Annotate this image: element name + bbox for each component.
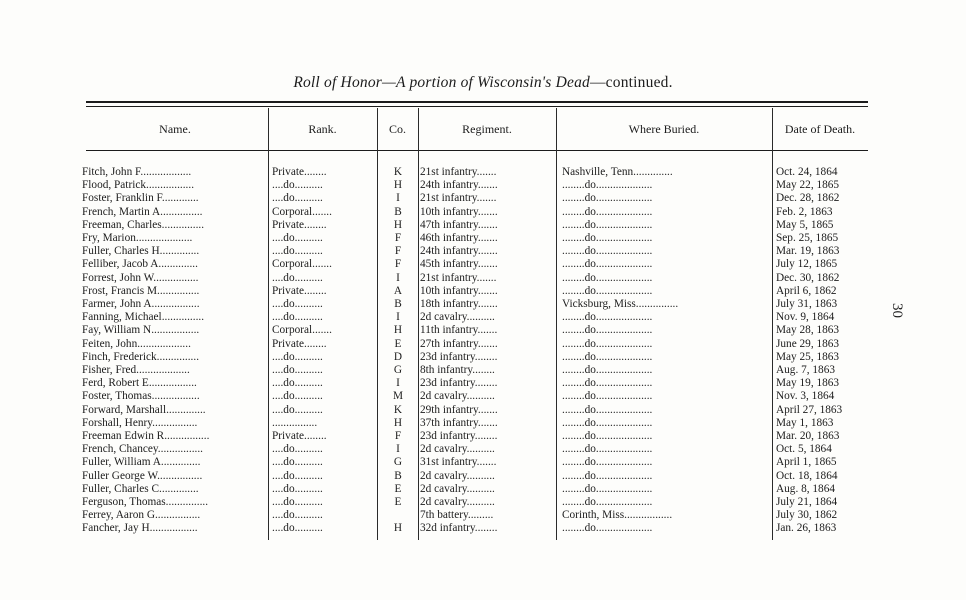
regiment-cell: 11th infantry....... (420, 324, 498, 337)
table-row (0, 166, 966, 178)
where-buried-cell: ........do.................... (562, 284, 653, 297)
company-cell: B (394, 205, 402, 218)
company-cell: E (394, 337, 402, 350)
table-row (0, 298, 966, 310)
where-buried-cell: ........do.................... (562, 258, 653, 271)
company-cell: G (393, 456, 403, 469)
where-buried-cell: ........do.................... (562, 192, 653, 205)
rank-cell: ....do.......... (272, 232, 323, 244)
rank-cell: ....do.......... (272, 482, 323, 495)
table-row (0, 456, 966, 468)
table-row (0, 470, 966, 482)
date-of-death-cell: July 30, 1862 (776, 509, 838, 522)
date-of-death-cell: Jan. 26, 1863 (776, 522, 837, 535)
rank-cell: ....do.......... (272, 179, 323, 192)
rank-cell: ....do.......... (272, 390, 323, 403)
rank-cell: ....do.......... (272, 311, 323, 324)
where-buried-cell: ........do.................... (562, 443, 653, 456)
name-cell: French, Martin A............... (82, 205, 203, 218)
where-buried-cell: Corinth, Miss................. (562, 509, 673, 522)
where-buried-cell: ........do.................... (562, 218, 653, 231)
date-of-death-cell: Aug. 8, 1864 (776, 482, 835, 495)
rank-cell: Corporal....... (272, 258, 332, 271)
table-row (0, 390, 966, 402)
rank-cell: Corporal....... (272, 205, 332, 218)
rank-cell: Private........ (272, 166, 327, 178)
name-cell: Freeman, Charles............... (82, 218, 205, 231)
table-row (0, 483, 966, 495)
name-cell: Forrest, John W................ (82, 271, 199, 284)
table-row (0, 232, 966, 244)
column-header-company: Co. (388, 122, 406, 136)
regiment-cell: 31st infantry....... (420, 456, 497, 469)
company-cell: E (394, 496, 402, 508)
rank-cell: ....do.......... (272, 364, 323, 376)
date-of-death-cell: July 21, 1864 (776, 496, 838, 508)
date-of-death-cell: May 25, 1863 (776, 350, 840, 363)
regiment-cell: 21st infantry....... (420, 271, 497, 284)
regiment-cell: 2d cavalry.......... (420, 311, 495, 324)
regiment-cell: 23d infantry........ (420, 377, 498, 390)
regiment-cell: 24th infantry....... (420, 245, 498, 258)
regiment-cell: 32d infantry........ (420, 522, 498, 535)
where-buried-cell: ........do.................... (562, 430, 653, 442)
regiment-cell: 46th infantry....... (420, 232, 498, 244)
date-of-death-cell: Oct. 5, 1864 (776, 443, 832, 456)
where-buried-cell: ........do.................... (562, 377, 653, 390)
regiment-cell: 29th infantry....... (420, 403, 498, 416)
regiment-cell: 21st infantry....... (420, 192, 497, 205)
company-cell: B (394, 469, 402, 482)
where-buried-cell: ........do.................... (562, 522, 653, 535)
rank-cell: ....do.......... (272, 496, 323, 508)
table-row (0, 338, 966, 350)
table-row (0, 509, 966, 521)
company-cell: I (396, 311, 400, 324)
regiment-cell: 27th infantry....... (420, 337, 498, 350)
name-cell: French, Chancey................ (82, 443, 203, 456)
rank-cell: ....do.......... (272, 443, 323, 456)
company-cell: H (393, 324, 403, 337)
table-row (0, 417, 966, 429)
name-cell: Feiten, John................... (82, 337, 191, 350)
date-of-death-cell: May 22, 1865 (776, 179, 840, 192)
date-of-death-cell: Nov. 9, 1864 (776, 311, 835, 324)
regiment-cell: 2d cavalry.......... (420, 443, 495, 456)
regiment-cell: 23d infantry........ (420, 430, 498, 442)
top-rule-thin (86, 106, 868, 107)
where-buried-cell: ........do.................... (562, 416, 653, 429)
regiment-cell: 2d cavalry.......... (420, 482, 495, 495)
company-cell: D (393, 350, 403, 363)
where-buried-cell: ........do.................... (562, 496, 653, 508)
name-cell: Fuller George W................ (82, 469, 203, 482)
rank-cell: ....do.......... (272, 509, 323, 522)
date-of-death-cell: Nov. 3, 1864 (776, 390, 835, 403)
company-cell: H (393, 522, 403, 535)
rank-cell: ....do.......... (272, 522, 323, 535)
company-cell: H (393, 416, 403, 429)
company-cell: B (394, 298, 402, 310)
date-of-death-cell: April 6, 1862 (776, 284, 837, 297)
regiment-cell: 21st infantry....... (420, 166, 497, 178)
name-cell: Foster, Thomas................. (82, 390, 200, 403)
regiment-cell: 24th infantry....... (420, 179, 498, 192)
table-row (0, 496, 966, 508)
rank-cell: ....do.......... (272, 469, 323, 482)
company-cell: H (393, 179, 403, 192)
regiment-cell: 2d cavalry.......... (420, 469, 495, 482)
rank-cell: ....do.......... (272, 192, 323, 205)
column-header-name: Name. (159, 122, 191, 136)
title-suffix: —continued. (589, 74, 673, 91)
date-of-death-cell: May 19, 1863 (776, 377, 840, 390)
table-row (0, 245, 966, 257)
company-cell: I (396, 192, 400, 205)
table-row (0, 311, 966, 323)
date-of-death-cell: Dec. 30, 1862 (776, 271, 840, 284)
name-cell: Fitch, John F.................. (82, 166, 192, 178)
rank-cell: ....do.......... (272, 271, 323, 284)
page-number: 30 (889, 303, 905, 318)
column-header-date-of-death: Date of Death. (784, 122, 856, 136)
date-of-death-cell: April 27, 1863 (776, 403, 843, 416)
name-cell: Fanning, Michael............... (82, 311, 205, 324)
company-cell: H (393, 218, 403, 231)
date-of-death-cell: Dec. 28, 1862 (776, 192, 840, 205)
date-of-death-cell: Oct. 24, 1864 (776, 166, 838, 178)
where-buried-cell: ........do.................... (562, 350, 653, 363)
regiment-cell: 23d infantry........ (420, 350, 498, 363)
table-row (0, 443, 966, 455)
where-buried-cell: Nashville, Tenn.............. (562, 166, 673, 178)
date-of-death-cell: Mar. 20, 1863 (776, 430, 840, 442)
name-cell: Fuller, Charles C.............. (82, 482, 199, 495)
name-cell: Fuller, William A.............. (82, 456, 201, 469)
regiment-cell: 37th infantry....... (420, 416, 498, 429)
date-of-death-cell: May 1, 1863 (776, 416, 834, 429)
rank-cell: ....do.......... (272, 403, 323, 416)
company-cell: K (393, 403, 403, 416)
name-cell: Frost, Francis M............... (82, 284, 200, 297)
rank-cell: Private........ (272, 337, 327, 350)
table-row (0, 377, 966, 389)
column-header-where-buried: Where Buried. (628, 122, 700, 136)
where-buried-cell: ........do.................... (562, 456, 653, 469)
table-row (0, 364, 966, 376)
date-of-death-cell: June 29, 1863 (776, 337, 840, 350)
rank-cell: ....do.......... (272, 350, 323, 363)
company-cell: F (394, 258, 402, 271)
name-cell: Freeman Edwin R................ (82, 430, 210, 442)
where-buried-cell: ........do.................... (562, 245, 653, 258)
table-row (0, 258, 966, 270)
name-cell: Ferrey, Aaron G................ (82, 509, 201, 522)
table-row (0, 430, 966, 442)
regiment-cell: 7th battery......... (420, 509, 494, 522)
name-cell: Ferd, Robert E................. (82, 377, 197, 390)
name-cell: Ferguson, Thomas............... (82, 496, 209, 508)
name-cell: Foster, Franklin F............. (82, 192, 199, 205)
column-header-rank: Rank. (308, 122, 337, 136)
header-rule (86, 150, 868, 151)
name-cell: Finch, Frederick............... (82, 350, 200, 363)
rank-cell: Private........ (272, 430, 327, 442)
where-buried-cell: ........do.................... (562, 482, 653, 495)
name-cell: Forward, Marshall.............. (82, 403, 206, 416)
regiment-cell: 10th infantry....... (420, 205, 498, 218)
where-buried-cell: Vicksburg, Miss............... (562, 298, 679, 310)
where-buried-cell: ........do.................... (562, 403, 653, 416)
name-cell: Felliber, Jacob A.............. (82, 258, 198, 271)
rank-cell: ....do.......... (272, 377, 323, 390)
name-cell: Fay, William N................. (82, 324, 200, 337)
regiment-cell: 8th infantry........ (420, 364, 495, 376)
name-cell: Forshall, Henry................ (82, 416, 198, 429)
table-row (0, 404, 966, 416)
company-cell: K (393, 166, 403, 178)
company-cell: F (394, 245, 402, 258)
company-cell: M (392, 390, 404, 403)
title-italic: Roll of Honor—A portion of Wisconsin's Dead (293, 74, 590, 91)
where-buried-cell: ........do.................... (562, 364, 653, 376)
rank-cell: ................ (272, 416, 318, 429)
where-buried-cell: ........do.................... (562, 271, 653, 284)
where-buried-cell: ........do.................... (562, 324, 653, 337)
page-title (0, 74, 966, 92)
table-row (0, 324, 966, 336)
table-row (0, 192, 966, 204)
table-row (0, 179, 966, 191)
rank-cell: Corporal....... (272, 324, 332, 337)
where-buried-cell: ........do.................... (562, 337, 653, 350)
table-row (0, 351, 966, 363)
regiment-cell: 2d cavalry.......... (420, 390, 495, 403)
table-row (0, 272, 966, 284)
regiment-cell: 47th infantry....... (420, 218, 498, 231)
where-buried-cell: ........do.................... (562, 179, 653, 192)
date-of-death-cell: Sep. 25, 1865 (776, 232, 839, 244)
company-cell: I (396, 443, 400, 456)
rank-cell: ....do.......... (272, 298, 323, 310)
top-rule-thick (86, 101, 868, 103)
name-cell: Fuller, Charles H.............. (82, 245, 200, 258)
name-cell: Farmer, John A................. (82, 298, 200, 310)
regiment-cell: 18th infantry....... (420, 298, 498, 310)
table-row (0, 285, 966, 297)
rank-cell: Private........ (272, 218, 327, 231)
company-cell: G (393, 364, 403, 376)
name-cell: Fancher, Jay H................. (82, 522, 198, 535)
where-buried-cell: ........do.................... (562, 232, 653, 244)
date-of-death-cell: Mar. 19, 1863 (776, 245, 840, 258)
name-cell: Flood, Patrick................. (82, 179, 195, 192)
company-cell: I (396, 377, 400, 390)
date-of-death-cell: Oct. 18, 1864 (776, 469, 838, 482)
table-row (0, 206, 966, 218)
company-cell: F (394, 430, 402, 442)
where-buried-cell: ........do.................... (562, 205, 653, 218)
company-cell: A (393, 284, 403, 297)
date-of-death-cell: July 31, 1863 (776, 298, 838, 310)
rank-cell: ....do.......... (272, 456, 323, 469)
company-cell: F (394, 232, 402, 244)
column-header-regiment: Regiment. (462, 122, 512, 136)
rank-cell: Private........ (272, 284, 327, 297)
regiment-cell: 2d cavalry.......... (420, 496, 495, 508)
where-buried-cell: ........do.................... (562, 469, 653, 482)
date-of-death-cell: Aug. 7, 1863 (776, 364, 835, 376)
rank-cell: ....do.......... (272, 245, 323, 258)
date-of-death-cell: Feb. 2, 1863 (776, 205, 833, 218)
regiment-cell: 10th infantry....... (420, 284, 498, 297)
table-row (0, 219, 966, 231)
where-buried-cell: ........do.................... (562, 311, 653, 324)
table-row (0, 522, 966, 534)
where-buried-cell: ........do.................... (562, 390, 653, 403)
regiment-cell: 45th infantry....... (420, 258, 498, 271)
company-cell: E (394, 482, 402, 495)
name-cell: Fisher, Fred................... (82, 364, 190, 376)
date-of-death-cell: April 1, 1865 (776, 456, 837, 469)
name-cell: Fry, Marion.................... (82, 232, 193, 244)
date-of-death-cell: May 28, 1863 (776, 324, 840, 337)
date-of-death-cell: May 5, 1865 (776, 218, 834, 231)
date-of-death-cell: July 12, 1865 (776, 258, 838, 271)
company-cell: I (396, 271, 400, 284)
